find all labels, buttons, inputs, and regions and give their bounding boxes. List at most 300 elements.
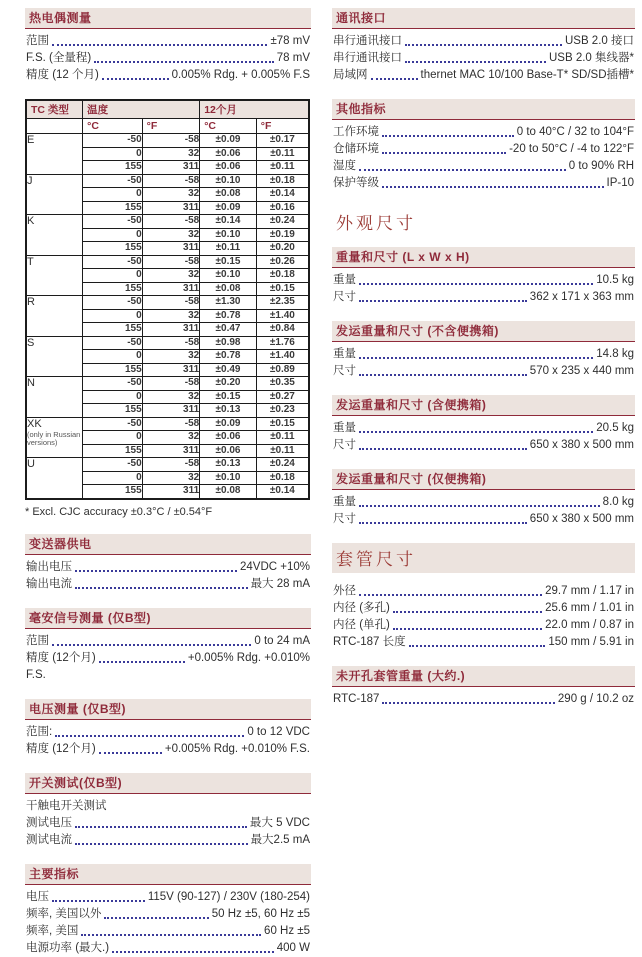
section-header: 电压测量 (仅B型) xyxy=(25,699,311,720)
table-cell: ±0.24 xyxy=(256,458,309,472)
section-header: 毫安信号测量 (仅B型) xyxy=(25,608,311,629)
spec-value: 150 mm / 5.91 in xyxy=(548,636,634,648)
spec-label: 测试电流 xyxy=(26,833,72,846)
spec-row xyxy=(332,420,635,437)
spec-row xyxy=(332,346,635,363)
table-footnote: * Excl. CJC accuracy ±0.3°C / ±0.54°F xyxy=(25,505,213,518)
table-cell: ±0.13 xyxy=(200,404,257,418)
tc-table xyxy=(25,99,310,500)
table-cell: ±0.10 xyxy=(200,269,257,283)
table-cell: ±0.11 xyxy=(200,242,257,256)
table-cell: ±0.09 xyxy=(200,134,257,148)
dotted-leader xyxy=(55,735,244,737)
spec-label: 尺寸 xyxy=(333,439,356,451)
spec-row xyxy=(25,67,311,84)
dotted-leader xyxy=(359,374,527,376)
spec-row xyxy=(25,633,311,650)
table-cell: ±0.14 xyxy=(256,188,309,202)
spec-section xyxy=(25,534,311,593)
table-cell: -50 xyxy=(83,215,143,229)
section-header: 重量和尺寸 (L x W x H) xyxy=(332,247,635,268)
spec-value: USB 2.0 集线器* xyxy=(549,52,634,64)
spec-value: 29.7 mm / 1.17 in xyxy=(545,585,634,597)
table-cell: 0 xyxy=(83,228,143,242)
table-cell: -50 xyxy=(83,458,143,472)
table-cell: ±0.11 xyxy=(256,431,309,445)
spec-section xyxy=(25,699,311,758)
spec-value: 8.0 kg xyxy=(602,496,634,508)
spec-value: 290 g / 10.2 oz xyxy=(557,693,634,705)
table-cell: ±0.06 xyxy=(200,444,257,458)
table-cell: 32 xyxy=(142,269,200,283)
table-row xyxy=(26,377,309,391)
table-cell: 155 xyxy=(83,485,143,499)
table-cell: ±0.08 xyxy=(200,485,257,499)
dotted-leader xyxy=(382,152,506,154)
spec-value: 0 to 40°C / 32 to 104°F xyxy=(516,126,634,138)
spec-row xyxy=(25,906,311,923)
dotted-leader xyxy=(75,587,248,589)
table-cell: 311 xyxy=(142,323,200,337)
table-cell: ±0.98 xyxy=(200,336,257,350)
table-cell: ±0.15 xyxy=(200,390,257,404)
spec-label: 重量 xyxy=(333,274,356,286)
table-cell: -50 xyxy=(83,417,143,431)
dotted-leader xyxy=(75,570,237,572)
spec-value: 24VDC +10% xyxy=(240,560,310,573)
table-cell: -58 xyxy=(142,296,200,310)
spec-value: 0.005% Rdg. + 0.005% F.S xyxy=(171,69,310,81)
spec-value: 400 W xyxy=(276,941,310,954)
dotted-leader xyxy=(359,169,566,171)
spec-label: 尺寸 xyxy=(333,291,356,303)
table-cell: ±0.16 xyxy=(256,201,309,215)
table-cell: ±0.10 xyxy=(200,228,257,242)
spec-label: 内径 (多孔) xyxy=(333,602,390,614)
table-cell: 311 xyxy=(142,444,200,458)
spec-value: 0 to 12 VDC xyxy=(247,725,310,738)
tc-type-cell xyxy=(26,134,83,175)
section-header: 热电偶测量 xyxy=(25,8,311,29)
tc-type-cell xyxy=(26,336,83,377)
spec-value: 14.8 kg xyxy=(596,348,634,360)
table-cell: ±0.35 xyxy=(256,377,309,391)
dotted-leader xyxy=(405,44,562,46)
dotted-leader xyxy=(393,628,542,630)
table-cell: 0 xyxy=(83,350,143,364)
left-column xyxy=(25,8,311,954)
tc-type-cell xyxy=(26,417,83,458)
dotted-leader xyxy=(359,594,542,596)
tc-type: T xyxy=(27,255,34,268)
table-cell: 311 xyxy=(142,485,200,499)
unit-cell: °C xyxy=(83,119,143,134)
table-cell: ±0.49 xyxy=(200,363,257,377)
table-cell: 32 xyxy=(142,431,200,445)
table-cell: ±0.84 xyxy=(256,323,309,337)
spec-label: 重量 xyxy=(333,422,356,434)
spec-row xyxy=(332,691,635,708)
table-cell: -50 xyxy=(83,377,143,391)
tc-type: XK xyxy=(27,417,42,430)
table-cell: 0 xyxy=(83,471,143,485)
dotted-leader xyxy=(102,78,169,80)
table-row xyxy=(26,336,309,350)
spec-section xyxy=(25,864,311,957)
spec-value: 115V (90-127) / 230V (180-254) xyxy=(147,890,310,903)
dotted-leader xyxy=(81,934,261,936)
spec-label: 精度 (12个月) xyxy=(26,651,96,664)
tc-type-cell xyxy=(26,377,83,418)
spec-row xyxy=(332,175,635,192)
spec-label: 重量 xyxy=(333,496,356,508)
spec-label: F.S. (全量程) xyxy=(26,52,92,64)
spec-label: 串行通讯接口 xyxy=(333,35,402,47)
table-cell: -50 xyxy=(83,255,143,269)
dotted-leader xyxy=(359,448,527,450)
table-cell: 0 xyxy=(83,147,143,161)
section-header: 发运重量和尺寸 (不含便携箱) xyxy=(332,321,635,342)
table-units-row xyxy=(26,119,309,134)
tc-type: J xyxy=(27,174,33,187)
spec-row xyxy=(25,889,311,906)
tc-type: R xyxy=(27,296,35,308)
tc-type: U xyxy=(27,458,35,470)
spec-value: +0.005% Rdg. +0.010% F.S. xyxy=(164,742,310,755)
spec-value: IP-10 xyxy=(606,177,634,189)
tc-type: S xyxy=(27,336,35,349)
spec-label: 工作环境 xyxy=(333,126,379,138)
table-cell: ±1.40 xyxy=(256,350,309,364)
table-cell: -58 xyxy=(142,134,200,148)
spec-value: 650 x 380 x 500 mm xyxy=(529,439,634,451)
spec-row xyxy=(332,50,635,67)
spec-value: ±78 mV xyxy=(270,35,310,47)
spec-value: 570 x 235 x 440 mm xyxy=(529,365,634,377)
months-header: 12个月 xyxy=(200,100,309,119)
spec-value: 最大2.5 mA xyxy=(250,833,310,846)
spec-label: 频率, 美国以外 xyxy=(26,907,102,920)
spec-label: 范围 xyxy=(26,634,49,647)
table-cell: -58 xyxy=(142,174,200,188)
tc-type: N xyxy=(27,377,35,389)
tc-type-note: (only in Russian versions) xyxy=(27,429,81,447)
section-heading: 外观尺寸 xyxy=(336,214,416,233)
table-cell: ±0.08 xyxy=(200,282,257,296)
table-cell: 311 xyxy=(142,161,200,175)
spec-value: -20 to 50°C / -4 to 122°F xyxy=(509,143,634,155)
table-cell: 155 xyxy=(83,363,143,377)
spec-row xyxy=(332,33,635,50)
spec-row xyxy=(332,617,635,634)
spec-label: 范围: xyxy=(26,725,53,738)
table-cell: ±0.11 xyxy=(256,161,309,175)
table-row xyxy=(26,134,309,148)
spec-value: 20.5 kg xyxy=(596,422,634,434)
spec-row xyxy=(25,724,311,741)
table-cell: 155 xyxy=(83,201,143,215)
dotted-leader xyxy=(52,900,145,902)
spec-row xyxy=(332,67,635,84)
spec-label: 电压 xyxy=(26,890,49,903)
table-cell: ±0.14 xyxy=(200,215,257,229)
spec-value: 0 to 24 mA xyxy=(254,634,310,647)
table-row xyxy=(26,215,309,229)
dotted-leader xyxy=(405,61,546,63)
spec-row xyxy=(25,667,311,684)
spec-value: 10.5 kg xyxy=(596,274,634,286)
table-cell: ±0.11 xyxy=(256,444,309,458)
spec-row xyxy=(25,923,311,940)
table-cell: ±0.78 xyxy=(200,350,257,364)
table-cell: 155 xyxy=(83,323,143,337)
unit-cell: °F xyxy=(142,119,200,134)
table-cell: ±0.10 xyxy=(200,471,257,485)
spec-label: 干触电开关测试 xyxy=(26,799,107,812)
table-cell: ±0.78 xyxy=(200,309,257,323)
table-cell: ±0.20 xyxy=(256,242,309,256)
dotted-leader xyxy=(359,505,600,507)
table-cell: 32 xyxy=(142,350,200,364)
spec-row xyxy=(25,815,311,832)
section-header: 主要指标 xyxy=(25,864,311,885)
spec-value: 25.6 mm / 1.01 in xyxy=(545,602,634,614)
section-header: 开关测试(仅B型) xyxy=(25,773,311,794)
spec-label: 外径 xyxy=(333,585,356,597)
spec-label: 尺寸 xyxy=(333,513,356,525)
spec-row xyxy=(332,141,635,158)
table-cell: 311 xyxy=(142,363,200,377)
table-cell: 155 xyxy=(83,282,143,296)
table-cell: 0 xyxy=(83,309,143,323)
table-cell: ±0.18 xyxy=(256,269,309,283)
table-cell: ±0.18 xyxy=(256,174,309,188)
spec-value: 650 x 380 x 500 mm xyxy=(529,513,634,525)
spec-row xyxy=(25,832,311,849)
spec-row xyxy=(332,634,635,651)
table-cell: ±0.15 xyxy=(256,282,309,296)
table-cell: ±0.23 xyxy=(256,404,309,418)
table-cell: 311 xyxy=(142,404,200,418)
dotted-leader xyxy=(112,951,274,953)
spec-label: 尺寸 xyxy=(333,365,356,377)
table-cell: ±0.15 xyxy=(256,417,309,431)
unit-cell: °F xyxy=(256,119,309,134)
table-cell: 0 xyxy=(83,269,143,283)
tc-type: E xyxy=(27,134,35,146)
spec-row xyxy=(332,511,635,528)
tc-type-cell xyxy=(26,296,83,337)
table-cell: ±0.18 xyxy=(256,471,309,485)
table-cell: 311 xyxy=(142,282,200,296)
spec-section xyxy=(332,247,635,306)
table-cell: ±0.06 xyxy=(200,161,257,175)
spec-row xyxy=(25,798,311,815)
spec-value: 0 to 90% RH xyxy=(568,160,634,172)
table-cell: 311 xyxy=(142,242,200,256)
spec-section xyxy=(332,583,635,651)
table-cell: ±0.27 xyxy=(256,390,309,404)
table-row xyxy=(26,174,309,188)
dotted-leader xyxy=(382,186,604,188)
spec-label: 湿度 xyxy=(333,160,356,172)
table-cell: -58 xyxy=(142,458,200,472)
table-cell: ±0.14 xyxy=(256,485,309,499)
section-header: 通讯接口 xyxy=(332,8,635,29)
spec-label: 重量 xyxy=(333,348,356,360)
table-cell: ±2.35 xyxy=(256,296,309,310)
table-cell: 155 xyxy=(83,242,143,256)
dotted-leader xyxy=(359,522,527,524)
table-row xyxy=(26,458,309,472)
spec-label: 电源功率 (最大.) xyxy=(26,941,110,954)
table-cell: 32 xyxy=(142,471,200,485)
spec-value: 最大 28 mA xyxy=(250,577,310,590)
dotted-leader xyxy=(382,702,554,704)
spec-value: 78 mV xyxy=(276,52,310,64)
table-cell: ±0.08 xyxy=(200,188,257,202)
spec-row xyxy=(332,583,635,600)
spec-row xyxy=(332,494,635,511)
spec-section xyxy=(25,773,311,849)
tc-type-cell xyxy=(26,458,83,499)
table-cell: -58 xyxy=(142,215,200,229)
table-cell: ±0.17 xyxy=(256,134,309,148)
unit-cell: °C xyxy=(200,119,257,134)
spec-row xyxy=(332,124,635,141)
dotted-leader xyxy=(359,431,593,433)
spec-row xyxy=(25,576,311,593)
dotted-leader xyxy=(94,61,274,63)
section-header: 变送器供电 xyxy=(25,534,311,555)
dotted-leader xyxy=(371,78,418,80)
spec-section xyxy=(332,666,635,708)
table-cell: 32 xyxy=(142,390,200,404)
dotted-leader xyxy=(99,661,185,663)
table-cell: ±0.24 xyxy=(256,215,309,229)
spec-label: 局域网 xyxy=(333,69,368,81)
tc-type-cell xyxy=(26,215,83,256)
table-cell: -50 xyxy=(83,336,143,350)
table-cell: -50 xyxy=(83,174,143,188)
spec-label: 精度 (12个月) xyxy=(26,742,96,755)
spec-section xyxy=(332,469,635,528)
section-header: 未开孔套管重量 (大约.) xyxy=(332,666,635,687)
table-row xyxy=(26,417,309,431)
spec-label: 保护等级 xyxy=(333,177,379,189)
dotted-leader xyxy=(75,826,247,828)
table-row xyxy=(26,296,309,310)
spec-value: 最大 5 VDC xyxy=(249,816,310,829)
table-body xyxy=(26,100,309,499)
spec-value: +0.005% Rdg. +0.010% xyxy=(187,651,310,664)
spec-value: thernet MAC 10/100 Base-T* SD/SD插槽* xyxy=(420,69,634,81)
table-cell: 0 xyxy=(83,188,143,202)
spec-section xyxy=(25,8,311,84)
table-cell: ±0.47 xyxy=(200,323,257,337)
spec-value: 22.0 mm / 0.87 in xyxy=(545,619,634,631)
table-cell: 155 xyxy=(83,161,143,175)
spec-value: 362 x 171 x 363 mm xyxy=(529,291,634,303)
table-cell: -58 xyxy=(142,336,200,350)
table-cell: 155 xyxy=(83,444,143,458)
empty-cell xyxy=(26,119,83,134)
dotted-leader xyxy=(104,917,208,919)
dotted-leader xyxy=(393,611,542,613)
spec-label: F.S. xyxy=(26,668,46,681)
table-cell: ±0.15 xyxy=(200,255,257,269)
spec-label: 测试电压 xyxy=(26,816,72,829)
table-cell: -58 xyxy=(142,417,200,431)
dotted-leader xyxy=(359,283,593,285)
spec-label: RTC-187 长度 xyxy=(333,636,406,648)
spec-section xyxy=(332,321,635,380)
spec-section xyxy=(332,99,635,192)
temperature-header: 温度 xyxy=(83,100,200,119)
section-header: 发运重量和尺寸 (仅便携箱) xyxy=(332,469,635,490)
spec-label: 内径 (单孔) xyxy=(333,619,390,631)
spec-row xyxy=(25,50,311,67)
table-cell: -58 xyxy=(142,255,200,269)
spec-label: 范围 xyxy=(26,35,49,47)
table-cell: ±0.19 xyxy=(256,228,309,242)
table-cell: ±0.06 xyxy=(200,431,257,445)
spec-section xyxy=(25,608,311,684)
dotted-leader xyxy=(409,645,546,647)
spec-label: 输出电压 xyxy=(26,560,72,573)
table-cell: ±1.40 xyxy=(256,309,309,323)
dotted-leader xyxy=(52,644,251,646)
spec-row xyxy=(332,363,635,380)
table-cell: ±0.10 xyxy=(200,174,257,188)
table-cell: 32 xyxy=(142,228,200,242)
spec-row xyxy=(25,741,311,758)
table-cell: ±0.06 xyxy=(200,147,257,161)
table-cell: -50 xyxy=(83,296,143,310)
table-cell: ±0.09 xyxy=(200,417,257,431)
table-cell: ±0.89 xyxy=(256,363,309,377)
table-cell: -50 xyxy=(83,134,143,148)
spec-section xyxy=(332,8,635,84)
table-cell: 32 xyxy=(142,147,200,161)
table-cell: 155 xyxy=(83,404,143,418)
tc-type: K xyxy=(27,215,35,227)
table-cell: 0 xyxy=(83,390,143,404)
dotted-leader xyxy=(75,843,248,845)
table-cell: ±0.09 xyxy=(200,201,257,215)
spec-row xyxy=(332,272,635,289)
table-cell: ±1.76 xyxy=(256,336,309,350)
spec-label: RTC-187 xyxy=(333,693,380,705)
spec-label: 串行通讯接口 xyxy=(333,52,402,64)
dotted-leader xyxy=(359,357,593,359)
spec-label: 仓储环境 xyxy=(333,143,379,155)
dotted-leader xyxy=(99,752,162,754)
table-header-row xyxy=(26,100,309,119)
right-column xyxy=(332,8,635,852)
table-cell: -58 xyxy=(142,377,200,391)
spec-row xyxy=(332,158,635,175)
spec-row xyxy=(25,650,311,667)
dotted-leader xyxy=(359,300,527,302)
section-header: 其他指标 xyxy=(332,99,635,120)
table-cell: 311 xyxy=(142,201,200,215)
spec-section xyxy=(332,395,635,454)
spec-row xyxy=(25,940,311,957)
spec-label: 精度 (12 个月) xyxy=(26,69,99,81)
tc-type-header: TC 类型 xyxy=(26,100,83,119)
dotted-leader xyxy=(382,135,514,137)
